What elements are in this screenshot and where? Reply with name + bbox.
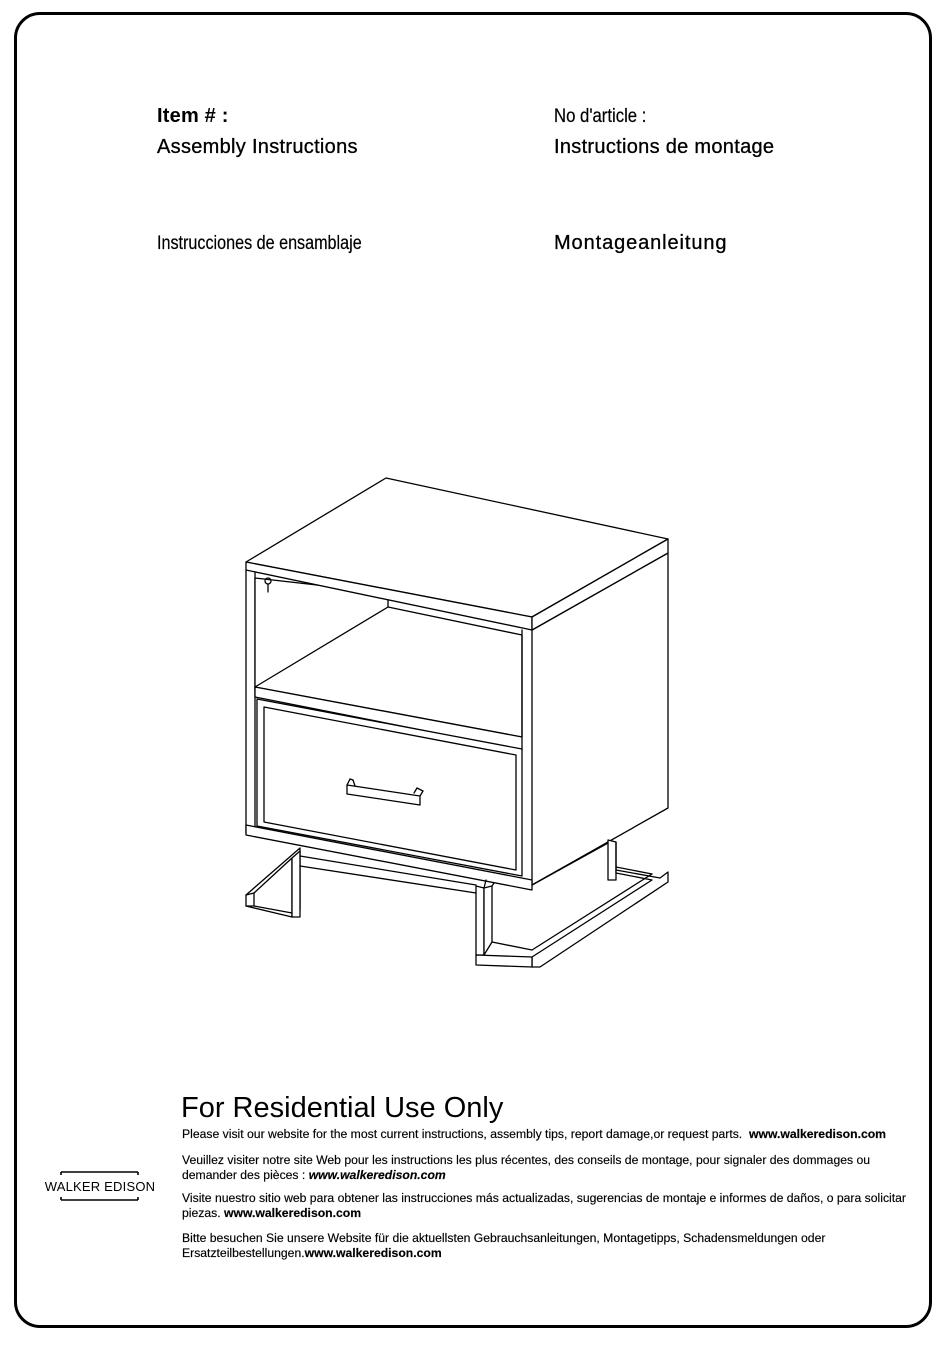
assembly-instructions-de: Montageanleitung bbox=[554, 232, 728, 254]
paragraph-de bbox=[182, 1231, 912, 1261]
paragraph-fr-text: Veuillez visiter notre site Web pour les instructions les plus récentes, des conseils de montage, pour signaler des dommages ou demander des pièces : bbox=[182, 1153, 871, 1182]
paragraph-es bbox=[182, 1191, 912, 1221]
assembly-instructions-en: Assembly Instructions bbox=[157, 136, 358, 158]
website-link-de[interactable]: www.walkeredison.com bbox=[304, 1246, 442, 1260]
paragraph-en bbox=[182, 1127, 912, 1142]
paragraph-de-text: Bitte besuchen Sie unsere Website für die aktuellsten Gebrauchsanleitungen, Montagetipps, Schadensmeldungen oder Ersatzteilbestellungen. bbox=[182, 1231, 826, 1260]
website-link-es[interactable]: www.walkeredison.com bbox=[224, 1206, 362, 1220]
website-link-en[interactable]: www.walkeredison.com bbox=[748, 1127, 887, 1141]
logo-text: WALKER EDISON bbox=[44, 1179, 156, 1194]
residential-use-heading: For Residential Use Only bbox=[181, 1092, 504, 1124]
walker-edison-logo bbox=[40, 1171, 160, 1201]
item-number-label: Item # : bbox=[157, 105, 229, 127]
paragraph-es-text: Visite nuestro sitio web para obtener las instrucciones más actualizadas, sugerencias de montaje e informes de daños, o para solicitar piezas. bbox=[182, 1191, 906, 1220]
assembly-instructions-fr: Instructions de montage bbox=[554, 136, 775, 158]
paragraph-en-text: Please visit our website for the most current instructions, assembly tips, report damage,or request parts. bbox=[182, 1127, 743, 1141]
article-number-label: No d'article : bbox=[554, 106, 647, 127]
assembly-instructions-es: Instrucciones de ensamblaje bbox=[157, 233, 362, 254]
paragraph-fr bbox=[182, 1153, 912, 1183]
website-link-fr[interactable]: www.walkeredison.com bbox=[308, 1168, 446, 1182]
